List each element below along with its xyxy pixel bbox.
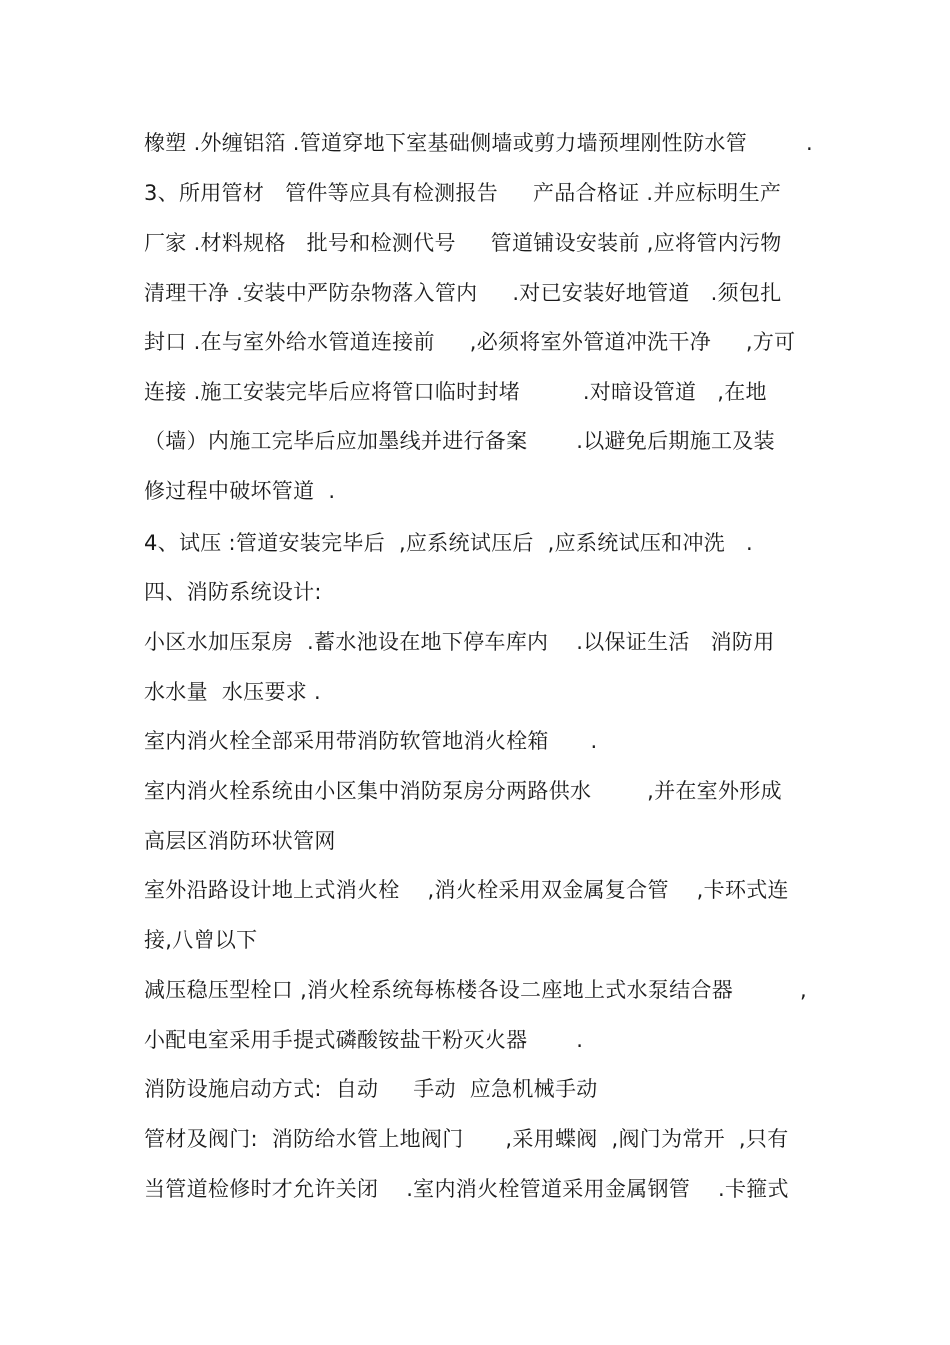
text-line: 橡塑 .外缠铝箔 .管道穿地下室基础侧墙或剪力墙预埋刚性防水管 bbox=[144, 131, 747, 155]
text-line: 减压稳压型栓口 ,消火栓系统每栋楼各设二座地上式水泵结合器 bbox=[144, 978, 734, 1002]
text-line: 室外沿路设计地上式消火栓 ,消火栓采用双金属复合管 ,卡环式连 bbox=[144, 878, 789, 902]
text-line: 室内消火栓全部采用带消防软管地消火栓箱 . bbox=[144, 729, 598, 753]
text-line: 4、试压 :管道安装完毕后 ,应系统试压后 ,应系统试压和冲洗 . bbox=[144, 531, 753, 555]
text-line: 封口 .在与室外给水管道连接前 ,必须将室外管道冲洗干净 ,方可 bbox=[144, 330, 796, 354]
line-end-mark: . bbox=[806, 131, 813, 155]
text-line: 小区水加压泵房 .蓄水池设在地下停车库内 .以保证生活 消防用 bbox=[144, 630, 775, 654]
text-line: 消防设施启动方式: 自动 手动 应急机械手动 bbox=[144, 1077, 598, 1101]
text-line: 3、所用管材 管件等应具有检测报告 产品合格证 .并应标明生产 bbox=[144, 181, 782, 205]
text-line: 连接 .施工安装完毕后应将管口临时封堵 .对暗设管道 ,在地 bbox=[144, 380, 767, 404]
section-heading: 四、消防系统设计: bbox=[144, 580, 322, 604]
text-line: 修过程中破坏管道 . bbox=[144, 479, 336, 503]
text-line: 室内消火栓系统由小区集中消防泵房分两路供水 ,并在室外形成 bbox=[144, 779, 782, 803]
text-line: 小配电室采用手提式磷酸铵盐干粉灭火器 . bbox=[144, 1028, 584, 1052]
text-line: 厂家 .材料规格 批号和检测代号 管道铺设安装前 ,应将管内污物 bbox=[144, 231, 782, 255]
text-line: 当管道检修时才允许关闭 .室内消火栓管道采用金属钢管 .卡箍式 bbox=[144, 1177, 789, 1201]
text-line: 管材及阀门: 消防给水管上地阀门 ,采用蝶阀 ,阀门为常开 ,只有 bbox=[144, 1127, 789, 1151]
text-line: 接,八曾以下 bbox=[144, 928, 258, 952]
text-line: 高层区消防环状管网 bbox=[144, 829, 336, 853]
text-line: （墙）内施工完毕后应加墨线并进行备案 .以避免后期施工及装 bbox=[144, 429, 775, 453]
line-end-mark: , bbox=[800, 978, 807, 1002]
text-line: 清理干净 .安装中严防杂物落入管内 .对已安装好地管道 .须包扎 bbox=[144, 281, 782, 305]
text-line: 水水量 水压要求 . bbox=[144, 680, 322, 704]
